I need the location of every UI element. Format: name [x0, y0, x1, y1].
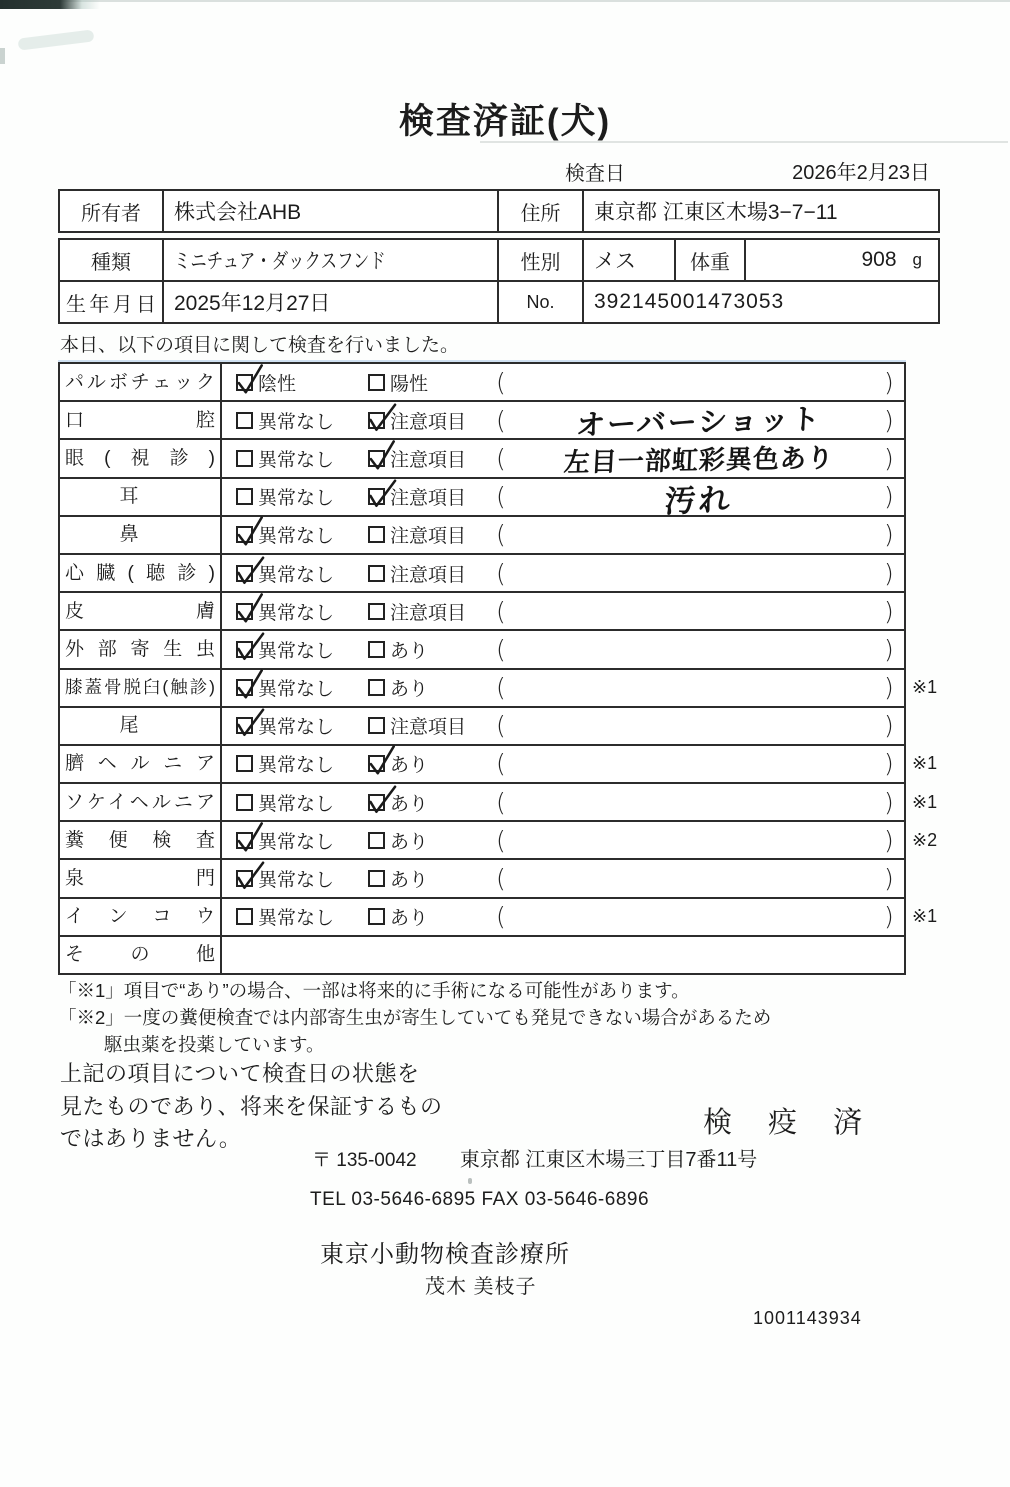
owner-label: 所有者	[81, 202, 141, 225]
checkbox-option2	[368, 593, 466, 629]
breed-value	[162, 240, 497, 280]
paren-open-icon: (	[496, 787, 506, 817]
intro-text: 本日、以下の項目に関して検査を行いました。	[60, 335, 460, 356]
sex-label: 性別	[497, 240, 582, 280]
item-label: 口腔	[65, 409, 215, 431]
checkbox-label: 注意項目	[390, 411, 467, 433]
birth-row	[60, 280, 938, 322]
birth-value: 2025年12月27日	[162, 282, 497, 322]
checkbox-box-icon	[236, 374, 253, 391]
checkbox-box-icon	[368, 679, 385, 696]
checkbox-label: 異常なし	[258, 640, 335, 662]
clinic-address: 東京都 江東区木場三丁目7番11号	[459, 1149, 758, 1171]
checkbox-label: 異常なし	[258, 717, 335, 739]
paren-open-icon: (	[496, 520, 506, 550]
checkbox-box-icon	[368, 755, 385, 772]
breed-row	[60, 240, 938, 280]
item-label: ソケイヘルニア	[65, 791, 215, 813]
item-label-cell	[60, 402, 222, 438]
paren-close-icon: )	[884, 825, 894, 855]
checklist-row-15	[60, 897, 938, 935]
item-label: インコウ	[65, 906, 215, 928]
item-label-cell	[60, 517, 222, 553]
checkbox-label: 異常なし	[258, 870, 335, 892]
document-code: 1001143934	[753, 1308, 862, 1328]
item-label: 耳	[119, 486, 139, 508]
paren-close-icon: )	[884, 749, 894, 779]
item-label-cell	[60, 555, 222, 591]
checkbox-label: 異常なし	[258, 793, 335, 815]
checkbox-box-icon	[236, 565, 253, 582]
checkbox-label: 陽性	[390, 373, 429, 395]
paren-open-icon: (	[496, 634, 506, 664]
paren-open-icon: (	[496, 558, 506, 588]
checkbox-box-icon	[236, 526, 253, 543]
paren-close-icon: )	[884, 405, 894, 435]
checklist-row-2	[60, 400, 904, 442]
checkbox-option2	[368, 670, 428, 706]
footnote-2: 「※2」一度の糞便検査では内部寄生虫が寄生していても発見できない場合があるため	[58, 1007, 772, 1028]
checkbox-box-icon	[368, 412, 385, 429]
item-label: 膝蓋骨脱臼(触診)	[65, 676, 215, 697]
breed-value-text: ミニチュア・ダックスフンド	[174, 250, 386, 273]
paren-close-icon: )	[884, 902, 894, 932]
checkbox-option2	[368, 364, 428, 400]
disclaimer-line1: 上記の項目について検査日の状態を	[60, 1061, 420, 1086]
paren-open-icon: (	[496, 825, 506, 855]
checkbox-option2	[368, 402, 466, 438]
handwritten-check-icon	[366, 399, 398, 435]
checkbox-option2	[368, 631, 428, 667]
checkbox-label: あり	[390, 870, 429, 892]
checkbox-label: あり	[390, 640, 429, 662]
reference-mark: ※1	[912, 791, 938, 812]
checkbox-label: 異常なし	[258, 755, 335, 777]
item-label-cell	[60, 784, 222, 820]
checkbox-option2	[368, 822, 428, 858]
checkbox-box-icon	[236, 870, 253, 887]
checklist-row-4	[60, 477, 904, 519]
birth-label: 生年月日	[66, 293, 156, 316]
paren-close-icon: )	[884, 520, 894, 550]
handwritten-check-icon	[366, 437, 397, 472]
item-label-cell	[60, 440, 222, 476]
checkbox-label: 異常なし	[258, 831, 335, 853]
owner-table	[58, 189, 940, 233]
address-value: 東京都 江東区木場3−7−11	[582, 191, 938, 231]
weight-value: 908	[861, 248, 897, 271]
item-label-cell	[60, 746, 222, 782]
item-label: 眼(視診)	[65, 447, 215, 469]
handwritten-check-icon	[234, 628, 266, 664]
checklist-row-1	[60, 364, 904, 400]
owner-row	[60, 191, 938, 231]
paren-open-icon: (	[496, 749, 506, 779]
clinic-name: 東京小動物検査診療所	[320, 1241, 570, 1268]
paren-close-icon: )	[884, 787, 894, 817]
checkbox-box-icon	[368, 603, 385, 620]
owner-value: 株式会社AHB	[162, 191, 497, 231]
checkbox-box-icon	[236, 450, 253, 467]
checklist-row-10	[60, 706, 904, 744]
checkbox-option1	[236, 860, 334, 896]
paren-open-icon: (	[496, 443, 506, 473]
paren-close-icon: )	[884, 864, 894, 894]
scan-artifact-edge-tick	[0, 48, 5, 64]
checkbox-option2	[368, 479, 466, 515]
staff-name: 茂木 美枝子	[425, 1276, 537, 1298]
handwritten-check-icon	[234, 667, 265, 702]
checkbox-option1	[236, 517, 334, 553]
checkbox-box-icon	[236, 794, 253, 811]
checkbox-label: あり	[390, 793, 429, 815]
checklist-row-5	[60, 515, 904, 553]
handwritten-comment: 左目一部虹彩異色あり	[562, 442, 835, 478]
weight-label: 体重	[674, 240, 744, 280]
handwritten-comment: 汚れ	[663, 480, 735, 519]
handwritten-check-icon	[234, 819, 265, 854]
checkbox-box-icon	[236, 641, 253, 658]
weight-value-cell	[744, 240, 938, 280]
checkbox-label: 注意項目	[390, 488, 467, 510]
checkbox-label: 注意項目	[390, 602, 467, 624]
paren-close-icon: )	[884, 367, 894, 397]
checklist-row-16	[60, 935, 904, 973]
paren-close-icon: )	[884, 634, 894, 664]
item-label-cell	[60, 593, 222, 629]
checkbox-box-icon	[368, 908, 385, 925]
checkbox-label: あり	[390, 831, 429, 853]
inspection-date-label: 検査日	[565, 163, 625, 185]
paren-close-icon: )	[884, 673, 894, 703]
checklist-row-7	[60, 591, 904, 629]
item-label: 外部寄生虫	[65, 638, 215, 660]
item-label: その他	[65, 944, 215, 966]
disclaimer	[60, 1058, 443, 1156]
checkbox-option1	[236, 364, 296, 400]
item-label-cell	[60, 631, 222, 667]
footnote-2b: 駆虫薬を投薬しています。	[104, 1034, 325, 1055]
checkbox-box-icon	[368, 832, 385, 849]
scan-artifact-smudge	[18, 29, 95, 50]
paren-close-icon: )	[884, 443, 894, 473]
weight-unit: g	[912, 250, 922, 269]
checkbox-box-icon	[368, 565, 385, 582]
paren-close-icon: )	[884, 711, 894, 741]
item-label-cell	[60, 822, 222, 858]
paren-open-icon: (	[496, 673, 506, 703]
paren-close-icon: )	[884, 558, 894, 588]
item-label-cell	[60, 479, 222, 515]
paren-close-icon: )	[884, 596, 894, 626]
sex-value: メス	[582, 240, 674, 280]
reference-mark: ※1	[912, 753, 938, 774]
paren-open-icon: (	[496, 405, 506, 435]
checklist-row-12	[60, 782, 938, 820]
breed-label: 種類	[91, 251, 131, 274]
checkbox-option2	[368, 555, 466, 591]
animal-table	[58, 238, 940, 324]
checkbox-option2	[368, 784, 428, 820]
checkbox-option2	[368, 440, 466, 476]
checkbox-option2	[368, 860, 428, 896]
checkbox-box-icon	[236, 717, 253, 734]
checkbox-box-icon	[236, 412, 253, 429]
footnotes	[58, 977, 771, 1058]
checkbox-option1	[236, 440, 334, 476]
checkbox-box-icon	[368, 374, 385, 391]
item-label-cell	[60, 860, 222, 896]
checkbox-label: 注意項目	[390, 449, 467, 471]
item-label: パルボチェック	[65, 371, 215, 393]
checkbox-label: 異常なし	[258, 908, 335, 930]
handwritten-check-icon	[234, 514, 265, 549]
checkbox-box-icon	[236, 488, 253, 505]
checkbox-box-icon	[368, 641, 385, 658]
checkbox-option1	[236, 899, 334, 935]
checkbox-label: 異常なし	[258, 602, 335, 624]
scan-artifact-corner-mark	[0, 0, 100, 9]
item-label-cell	[60, 937, 222, 973]
scan-artifact-hairline	[0, 0, 1010, 2]
postal-code: 〒 135-0042	[312, 1150, 417, 1171]
checkbox-label: あり	[390, 679, 429, 701]
checkbox-label: 異常なし	[258, 564, 335, 586]
checkbox-label: 異常なし	[258, 679, 335, 701]
disclaimer-line2: 見たものであり、将来を保証するもの	[60, 1093, 443, 1119]
checkbox-label: 注意項目	[390, 717, 467, 739]
checkbox-option2	[368, 899, 428, 935]
checkbox-option1	[236, 784, 334, 820]
handwritten-check-icon	[234, 857, 266, 893]
checkbox-label: 異常なし	[258, 449, 335, 471]
paren-open-icon: (	[496, 711, 506, 741]
checklist-table	[58, 362, 938, 975]
checkbox-label: 異常なし	[258, 526, 335, 548]
handwritten-check-icon	[366, 475, 398, 511]
handwritten-check-icon	[366, 743, 397, 778]
paren-open-icon: (	[496, 367, 506, 397]
checkbox-option1	[236, 822, 334, 858]
item-label: 尾	[119, 715, 139, 737]
paren-open-icon: (	[496, 596, 506, 626]
checkbox-label: 異常なし	[258, 488, 335, 510]
paren-open-icon: (	[496, 902, 506, 932]
item-label: 泉門	[65, 868, 215, 890]
handwritten-check-icon	[234, 704, 266, 740]
item-label-cell	[60, 670, 222, 706]
checkbox-label: あり	[390, 755, 429, 777]
checklist-row-14	[60, 858, 904, 896]
item-label: 心臓(聴診)	[65, 562, 215, 584]
checklist-row-13	[60, 820, 938, 858]
checkbox-box-icon	[368, 450, 385, 467]
checklist-row-6	[60, 553, 904, 591]
number-value: 392145001473053	[582, 282, 938, 322]
checklist-row-9	[60, 668, 938, 706]
page-title: 検査済証(犬)	[398, 102, 612, 141]
reference-mark: ※1	[912, 677, 938, 698]
checkbox-label: 異常なし	[258, 411, 335, 433]
checkbox-box-icon	[368, 794, 385, 811]
item-label: 臍ヘルニア	[65, 753, 215, 775]
checkbox-box-icon	[236, 755, 253, 772]
checkbox-option1	[236, 402, 334, 438]
quarantine-stamp: 検 疫 済	[703, 1107, 877, 1139]
number-label: No.	[497, 282, 582, 322]
item-label: 糞便検査	[65, 829, 215, 851]
item-label: 皮膚	[65, 600, 215, 622]
checkbox-label: 注意項目	[390, 564, 467, 586]
reference-mark: ※2	[912, 829, 938, 850]
checklist-row-3	[60, 438, 904, 476]
scan-artifact-dot	[468, 1178, 472, 1184]
paren-open-icon: (	[496, 864, 506, 894]
checkbox-box-icon	[236, 603, 253, 620]
checkbox-label: あり	[390, 908, 429, 930]
reference-mark: ※1	[912, 906, 938, 927]
checkbox-label: 注意項目	[390, 526, 467, 548]
checkbox-box-icon	[368, 717, 385, 734]
item-label-cell	[60, 364, 222, 400]
checkbox-box-icon	[368, 870, 385, 887]
inspection-date-value: 2026年2月23日	[792, 162, 930, 184]
handwritten-comment: オーバーショット	[575, 403, 823, 442]
checklist-row-11	[60, 744, 938, 782]
checkbox-option1	[236, 479, 334, 515]
tel-fax-line: TEL 03-5646-6895 FAX 03-5646-6896	[310, 1189, 650, 1210]
handwritten-check-icon	[366, 781, 398, 817]
disclaimer-line3: ではありません。	[60, 1126, 242, 1151]
checkbox-box-icon	[236, 832, 253, 849]
checkbox-option1	[236, 593, 334, 629]
checkbox-option2	[368, 517, 466, 553]
item-label-cell	[60, 708, 222, 744]
checkbox-label: 陰性	[258, 373, 297, 395]
checkbox-option2	[368, 708, 466, 744]
checkbox-option2	[368, 746, 428, 782]
checkbox-option1	[236, 746, 334, 782]
checkbox-option1	[236, 631, 334, 667]
checkbox-box-icon	[368, 488, 385, 505]
checkbox-box-icon	[368, 526, 385, 543]
address-label: 住所	[497, 191, 582, 231]
checkbox-option1	[236, 708, 334, 744]
checkbox-option1	[236, 555, 334, 591]
footnote-1: 「※1」項目で“あり”の場合、一部は将来的に手術になる可能性があります。	[58, 980, 690, 1001]
handwritten-check-icon	[234, 552, 266, 588]
checkbox-box-icon	[236, 679, 253, 696]
paren-close-icon: )	[884, 482, 894, 512]
handwritten-check-icon	[234, 361, 265, 396]
paren-open-icon: (	[496, 482, 506, 512]
checkbox-box-icon	[236, 908, 253, 925]
item-label-cell	[60, 899, 222, 935]
postal-line	[312, 1143, 757, 1172]
checkbox-option1	[236, 670, 334, 706]
item-label: 鼻	[119, 524, 139, 546]
handwritten-check-icon	[234, 590, 265, 625]
checklist-row-8	[60, 629, 904, 667]
